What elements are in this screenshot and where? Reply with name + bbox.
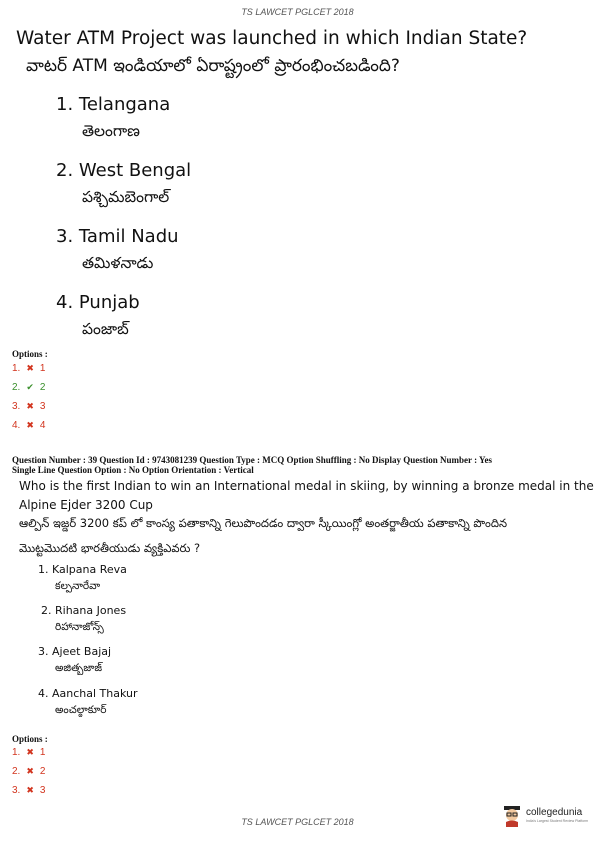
q2-option-2-english: 2. Rihana Jones [41,604,127,617]
answer-number: 1. [12,363,21,374]
q1-question-telugu: వాటర్ ATM ఇండియాలో ఏరాష్ట్రంలో ప్రారంభించబడింది? [26,56,400,76]
q2-question-english-line-2: Alpine Ejder 3200 Cup [19,498,153,512]
collegedunia-logo [502,805,588,827]
answer-number: 3. [12,785,21,796]
cross-icon: ✖ [26,766,34,776]
q2-metadata-line-2: Single Line Question Option : No Option Orientation : Vertical [12,465,254,475]
q2-options-label: Options : [12,734,48,744]
q1-answer-row [12,401,45,412]
logo-tagline: India's Largest Student Review Platform [526,819,589,824]
q1-answer-row-correct [12,382,45,393]
q2-question-telugu-line-2: మొట్టమొదటి భారతీయుడు వ్యక్తిఎవరు ? [19,541,201,555]
q1-option-4-telugu: పంజాబ్ [82,320,129,338]
cross-icon: ✖ [26,785,34,795]
q1-option-2-telugu: పశ్చిమబెంగాల్ [82,188,170,206]
q2-option-3-english: 3. Ajeet Bajaj [38,645,112,658]
q1-option-3-english: 3. Tamil Nadu [56,226,179,247]
answer-value: 3 [39,785,46,796]
cross-icon: ✖ [26,363,34,373]
answer-number: 4. [12,420,21,431]
q2-option-4-telugu: అంచల్ఠాకూర్ [55,704,107,716]
q2-answer-row [12,785,45,796]
q1-question-english: Water ATM Project was launched in which Indian State? [16,28,528,49]
q1-answer-row [12,420,45,431]
answer-value: 1 [39,363,46,374]
q2-metadata-line-1: Question Number : 39 Question Id : 9743081239 Question Type : MCQ Option Shuffling : No Display Question Number : Yes [12,455,493,465]
mascot-icon [502,805,522,827]
q1-answer-row [12,363,45,374]
answer-value: 2 [39,382,46,393]
q2-option-3-telugu: అజిత్బజాజ్ [55,662,103,674]
answer-number: 1. [12,747,21,758]
q2-option-4-english: 4. Aanchal Thakur [38,687,138,700]
q1-option-1-english: 1. Telangana [56,94,171,115]
q1-option-2-english: 2. West Bengal [56,160,192,181]
answer-value: 2 [39,766,46,777]
cross-icon: ✖ [26,401,34,411]
q2-option-1-telugu: కల్పనారేవా [55,580,101,592]
q1-option-4-english: 4. Punjab [56,292,140,313]
q2-answer-row [12,747,45,758]
q2-answer-row [12,766,45,777]
answer-number: 2. [12,382,21,393]
q2-option-1-english: 1. Kalpana Reva [38,563,127,576]
page-footer: TS LAWCET PGLCET 2018 [241,817,354,827]
page-header: TS LAWCET PGLCET 2018 [241,7,354,17]
q1-option-3-telugu: తమిళనాడు [82,254,154,272]
answer-value: 4 [39,420,46,431]
q2-option-2-telugu: రిహానాజోన్స్ [55,621,104,633]
answer-number: 2. [12,766,21,777]
logo-name: collegedunia [526,807,583,819]
q1-options-label: Options : [12,349,48,359]
q1-option-1-telugu: తెలంగాణ [82,122,140,140]
q2-question-telugu-line-1: ఆల్పిన్ ఇజ్డర్ 3200 కప్ లో కాంస్య పతాకాన్ని గెలుపొందడం ద్వారా స్కీయింగ్లో అంతర్జాతీయ పతాకాన్ని పొందిన [19,516,508,530]
check-icon: ✔ [26,382,34,392]
answer-value: 3 [39,401,46,412]
answer-number: 3. [12,401,21,412]
cross-icon: ✖ [26,420,34,430]
cross-icon: ✖ [26,747,34,757]
q2-question-english-line-1: Who is the first Indian to win an International medal in skiing, by winning a bronze medal in the [19,479,594,493]
answer-value: 1 [39,747,46,758]
